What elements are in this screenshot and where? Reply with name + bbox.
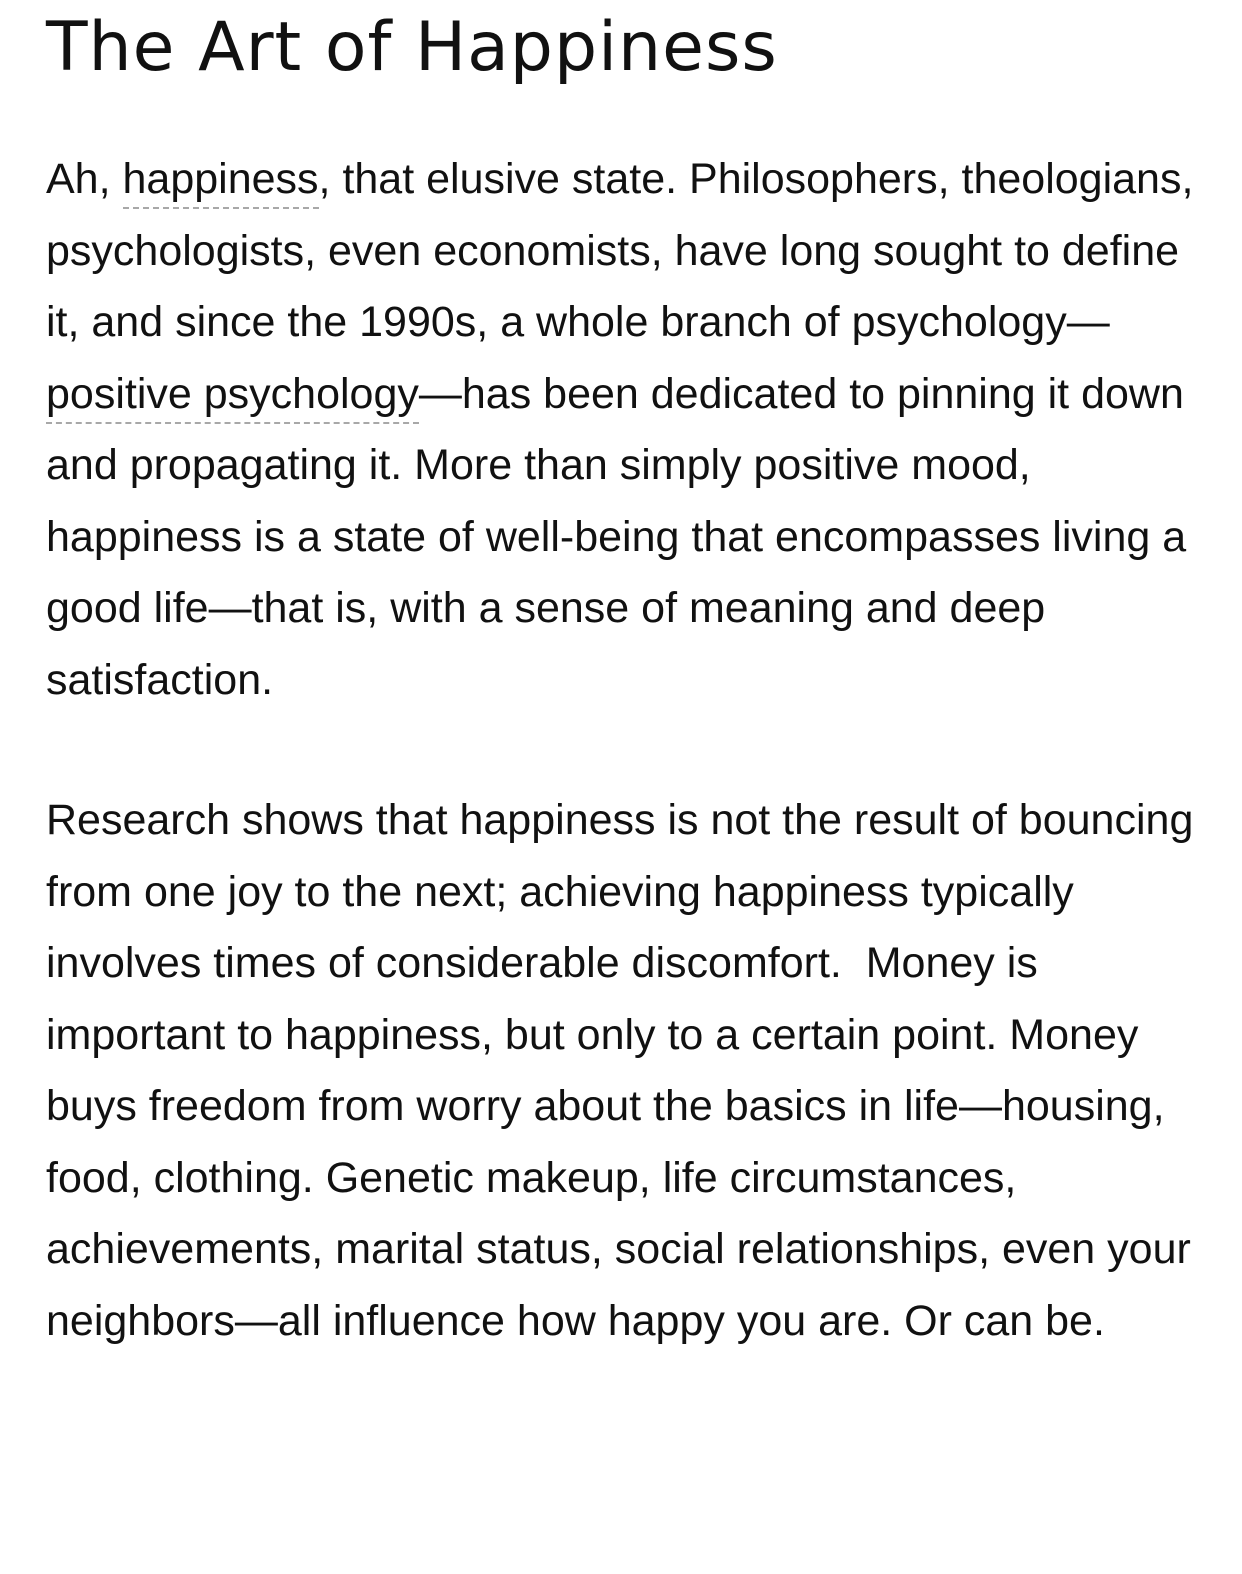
article-paragraph-2: Research shows that happiness is not the result of bouncing from one joy to the next; achieving happiness typically involves times of considerable discomfort. Money is important to happiness, but only to a certain point. Money buys freedom from worry about the basics in life—housing, food, clothing. Genetic makeup, life circumstances, achievements, marital status, social relationships, even your neighbors—all influence how happy you are. Or can be.	[46, 796, 1206, 1345]
positive-psychology-link[interactable]: positive psychology	[46, 370, 419, 424]
article	[46, 0, 1216, 1357]
article-paragraph-1	[46, 144, 1216, 716]
paragraph-1-middle: , that elusive state. Philosophers, theologians, psychologists, even economists, have long sought to define it, and since the 1990s, a whole branch of psychology—	[46, 155, 1194, 346]
paragraph-1-start: Ah,	[46, 155, 123, 203]
happiness-link[interactable]: happiness	[123, 155, 319, 209]
article-title: The Art of Happiness	[46, 8, 778, 87]
paragraph-1-end: —has been dedicated to pinning it down and propagating it. More than simply positive mood, happiness is a state of well-being that encompasses living a good life—that is, with a sense of meaning and deep satisfaction.	[46, 369, 1187, 704]
